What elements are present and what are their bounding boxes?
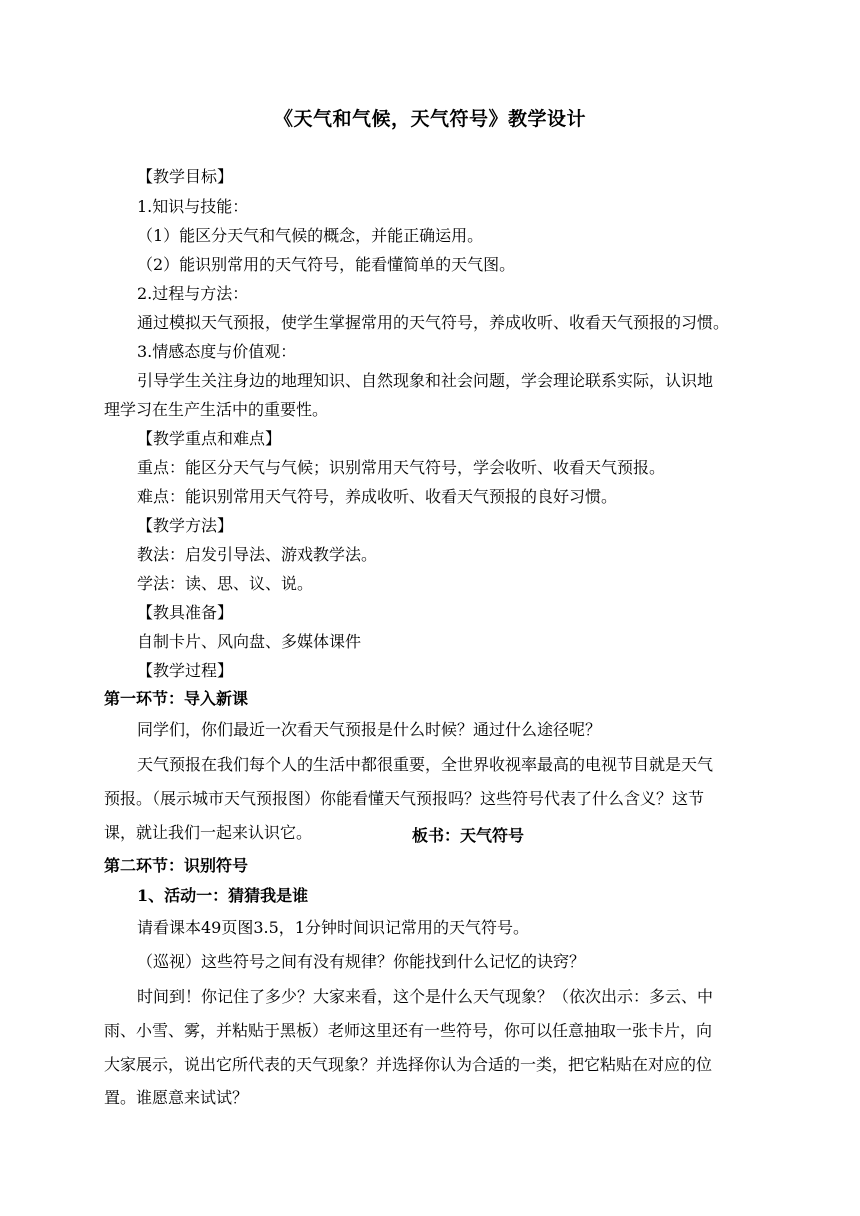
section-heading-goals: 【教学目标】: [137, 167, 234, 186]
activity-heading: 1、活动一：猜猜我是谁: [137, 886, 309, 905]
paragraph-line: 教法：启发引导法、游戏教学法。: [137, 545, 378, 564]
section-heading-key-points: 【教学重点和难点】: [137, 429, 282, 448]
paragraph-line: 难点：能识别常用天气符号，养成收听、收看天气预报的良好习惯。: [137, 487, 618, 506]
paragraph-line: 学法：读、思、议、说。: [137, 574, 314, 593]
paragraph-line: 2.过程与方法：: [137, 284, 249, 303]
paragraph-line: （巡视）这些符号之间有没有规律？你能找到什么记忆的诀窍？: [137, 952, 586, 971]
paragraph-line: 同学们，你们最近一次看天气预报是什么时候？通过什么途径呢？: [137, 720, 602, 739]
paragraph-line: 引导学生关注身边的地理知识、自然现象和社会问题，学会理论联系实际，认识地: [137, 371, 714, 390]
paragraph-line: 重点：能区分天气与气候；识别常用天气符号，学会收听、收看天气预报。: [137, 458, 666, 477]
paragraph-line: （2）能识别常用的天气符号，能看懂简单的天气图。: [137, 255, 516, 274]
paragraph-line: 3.情感态度与价值观：: [137, 342, 297, 361]
paragraph-line: 雨、小雪、雾，并粘贴于黑板）老师这里还有一些符号，你可以任意抽取一张卡片，向: [104, 1021, 713, 1040]
paragraph-line: 1.知识与技能：: [137, 197, 249, 216]
paragraph-line: 自制卡片、风向盘、多媒体课件: [137, 632, 362, 651]
paragraph-line: 请看课本49页图3.5，1分钟时间识记常用的天气符号。: [137, 918, 529, 937]
blackboard-note: 板书：天气符号: [412, 826, 525, 845]
step-heading-2: 第二环节：识别符号: [104, 856, 249, 875]
paragraph-line: 通过模拟天气预报，使学生掌握常用的天气符号，养成收听、收看天气预报的习惯。: [137, 313, 730, 332]
paragraph-line: 预报。（展示城市天气预报图）你能看懂天气预报吗？这些符号代表了什么含义？这节: [104, 789, 705, 808]
paragraph-line: （1）能区分天气和气候的概念，并能正确运用。: [137, 226, 484, 245]
document-title: 《天气和气候，天气符号》教学设计: [273, 108, 586, 130]
section-heading-methods: 【教学方法】: [137, 516, 234, 535]
paragraph-line: 时间到！你记住了多少？大家来看，这个是什么天气现象？（依次出示：多云、中: [137, 987, 714, 1006]
step-heading-1: 第一环节：导入新课: [104, 689, 249, 708]
paragraph-line: 课，就让我们一起来认识它。: [104, 823, 313, 842]
paragraph-line: 大家展示，说出它所代表的天气现象？并选择你认为合适的一类，把它粘贴在对应的位: [104, 1055, 713, 1074]
paragraph-line: 置。谁愿意来试试？: [104, 1088, 249, 1107]
section-heading-materials: 【教具准备】: [137, 603, 234, 622]
paragraph-line: 天气预报在我们每个人的生活中都很重要，全世界收视率最高的电视节目就是天气: [137, 755, 714, 774]
section-heading-process: 【教学过程】: [137, 661, 234, 680]
paragraph-line: 理学习在生产生活中的重要性。: [104, 400, 329, 419]
